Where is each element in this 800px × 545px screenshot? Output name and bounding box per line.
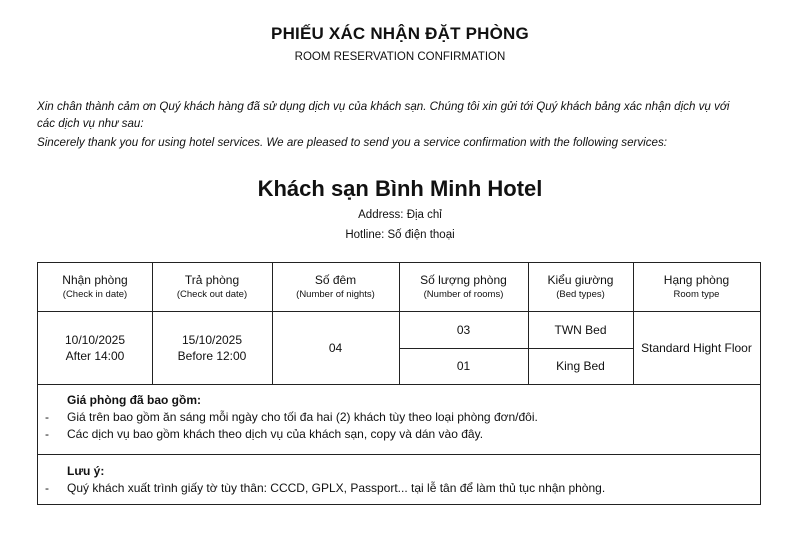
room-count: 01 <box>456 359 471 373</box>
cell-nights <box>272 311 399 384</box>
header-label: Số lượng phòng <box>420 273 507 287</box>
includes-item-text: Giá trên bao gồm ăn sáng mỗi ngày cho tối đa hai (2) khách tùy theo loại phòng đơn/đôi. <box>67 410 538 424</box>
includes-section <box>38 384 760 454</box>
header-label: Số đêm <box>314 273 357 287</box>
bed-type: TWN Bed <box>554 322 607 337</box>
header-label: Hạng phòng <box>663 273 730 287</box>
header-sublabel: (Number of nights) <box>296 289 375 300</box>
header-check-out <box>152 263 272 311</box>
check-in-time: After 14:00 <box>65 348 125 363</box>
cell-check-in <box>38 311 152 384</box>
bullet-dash: - <box>45 427 49 441</box>
check-out-date: 15/10/2025 <box>181 332 243 347</box>
room-count: 03 <box>456 322 471 337</box>
cell-check-out <box>152 311 272 384</box>
intro-vi-line-1: Xin chân thành cảm ơn Quý khách hàng đã sử dụng dịch vụ của khách sạn. Chúng tôi xin gửi tới Quý khách bảng xác nhận dịch vụ với <box>37 100 730 113</box>
intro-vi-line-2: các dịch vụ như sau: <box>37 117 144 130</box>
nights-value: 04 <box>328 340 343 355</box>
includes-title: Giá phòng đã bao gồm: <box>67 393 201 407</box>
check-out-time: Before 12:00 <box>177 348 247 363</box>
header-label: Kiểu giường <box>547 273 614 287</box>
cell-room-count-2 <box>399 348 528 384</box>
header-sublabel: (Number of rooms) <box>423 289 504 300</box>
header-nights <box>272 263 399 311</box>
header-label: Nhận phòng <box>62 273 128 287</box>
notes-title: Lưu ý: <box>67 464 105 478</box>
document-subtitle: ROOM RESERVATION CONFIRMATION <box>294 51 506 63</box>
notes-section <box>38 454 760 505</box>
includes-item-text: Các dịch vụ bao gồm khách theo dịch vụ của khách sạn, copy và dán vào đây. <box>67 427 484 441</box>
reservation-table <box>37 262 761 505</box>
cell-room-type <box>633 311 760 384</box>
cell-room-count-1 <box>399 311 528 348</box>
room-type-value: Standard Hight Floor <box>641 340 752 355</box>
header-label: Trả phòng <box>184 273 240 287</box>
intro-english: Sincerely thank you for using hotel services. We are pleased to send you a service confirmation with the following services: <box>37 136 668 149</box>
bed-type: King Bed <box>556 359 605 373</box>
cell-bed-type-2 <box>528 348 633 384</box>
document-title: PHIẾU XÁC NHẬN ĐẶT PHÒNG <box>271 24 529 43</box>
hotel-address: Address: Địa chỉ <box>358 209 442 221</box>
bullet-dash: - <box>45 410 49 424</box>
header-bed-types <box>528 263 633 311</box>
intro-vietnamese <box>37 98 767 132</box>
cell-bed-type-1 <box>528 311 633 348</box>
header-sublabel: (Check in date) <box>62 289 128 300</box>
header-sublabel: (Check out date) <box>176 289 248 300</box>
check-in-date: 10/10/2025 <box>64 332 126 347</box>
notes-item-text: Quý khách xuất trình giấy tờ tùy thân: CCCD, GPLX, Passport... tại lễ tân để làm thủ tục nhận phòng. <box>67 481 606 495</box>
header-sublabel: (Bed types) <box>556 289 605 300</box>
bullet-dash: - <box>45 481 49 495</box>
header-room-type <box>633 263 760 311</box>
hotel-hotline: Hotline: Số điện thoại <box>345 229 455 241</box>
header-check-in <box>38 263 152 311</box>
header-rooms <box>399 263 528 311</box>
hotel-name: Khách sạn Bình Minh Hotel <box>257 176 543 201</box>
header-sublabel: Room type <box>673 289 720 300</box>
